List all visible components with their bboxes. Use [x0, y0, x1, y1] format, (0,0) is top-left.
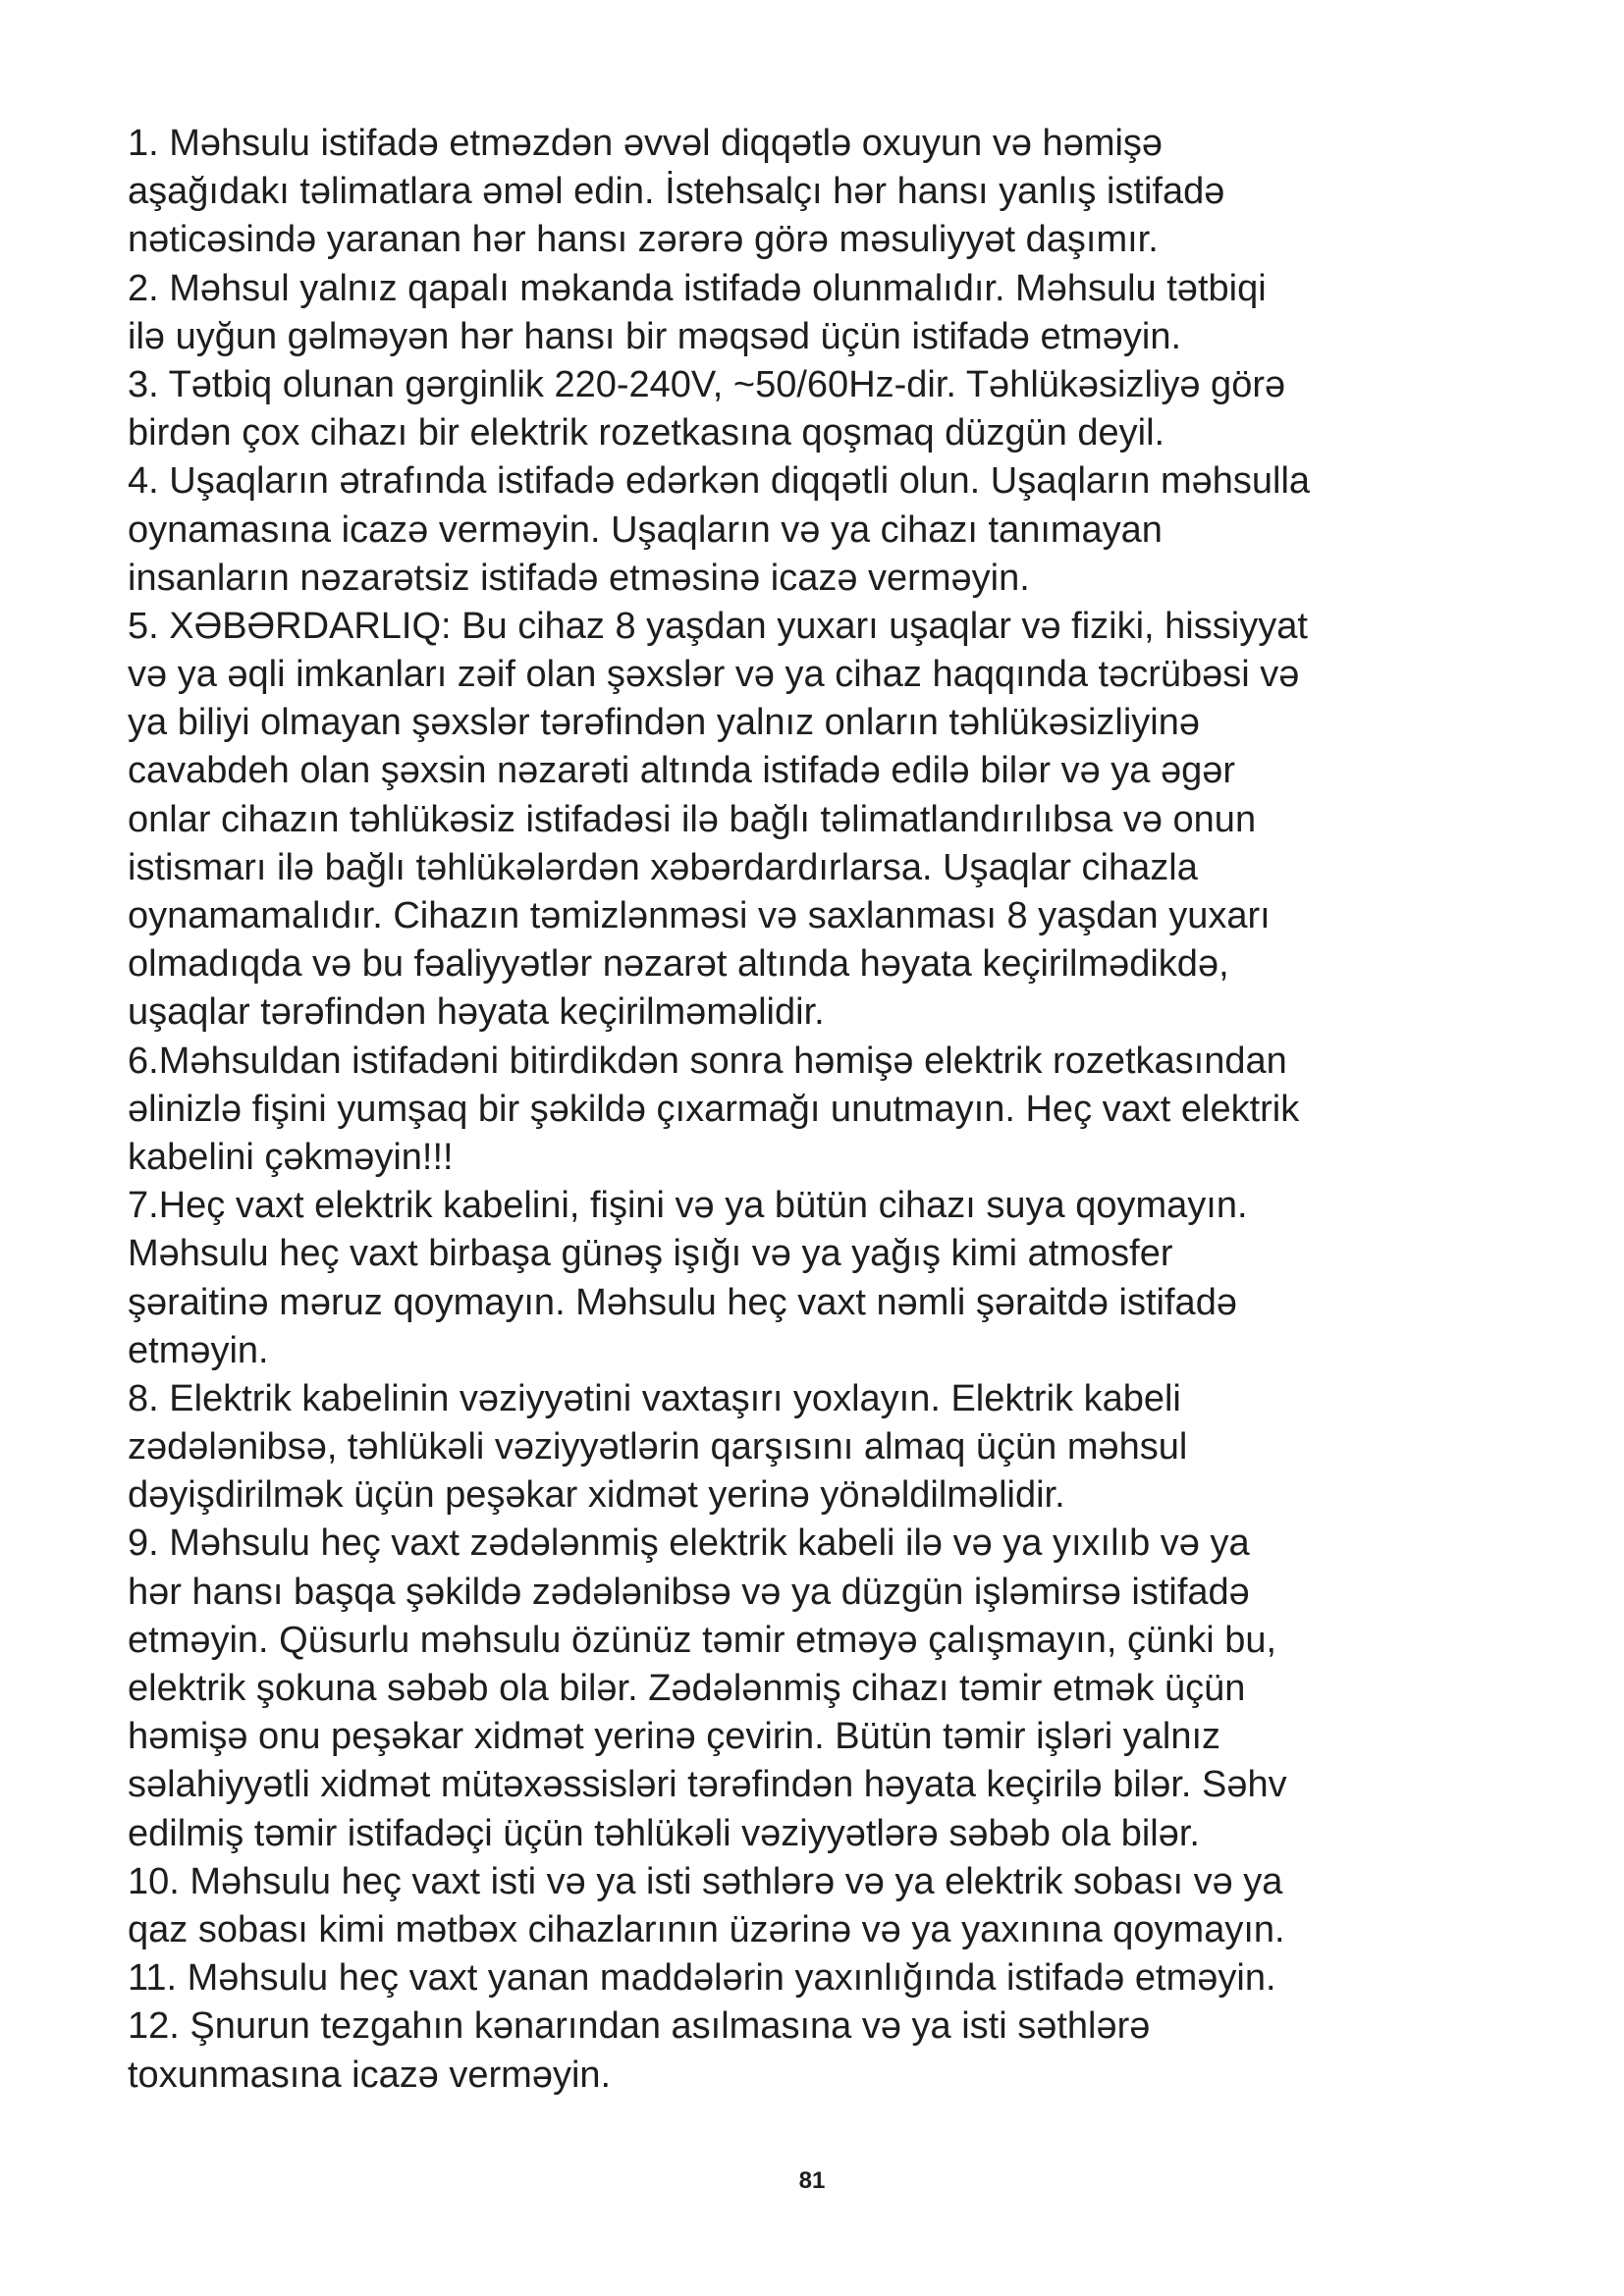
instruction-item-11: [128, 1954, 1522, 2002]
text-line: toxunmasına icazə verməyin.: [128, 2054, 612, 2096]
text-line: etməyin.: [128, 1329, 269, 1371]
text-line: qaz sobası kimi mətbəx cihazlarının üzərinə və ya yaxınına qoymayın.: [128, 1908, 1285, 1950]
instruction-item-2: [128, 265, 1522, 361]
instruction-item-8: [128, 1375, 1522, 1521]
text-line: 7.Heç vaxt elektrik kabelini, fişini və ya bütün cihazı suya qoymayın.: [128, 1185, 1248, 1227]
text-line: 2. Məhsul yalnız qapalı məkanda istifadə olunmalıdır. Məhsulu tətbiqi: [128, 267, 1267, 309]
text-line: hər hansı başqa şəkildə zədələnibsə və ya düzgün işləmirsə istifadə: [128, 1571, 1250, 1613]
text-line: dəyişdirilmək üçün peşəkar xidmət yerinə yönəldilməlidir.: [128, 1474, 1065, 1517]
instruction-item-4: [128, 457, 1522, 603]
text-line: 9. Məhsulu heç vaxt zədələnmiş elektrik kabeli ilə və ya yıxılıb və ya: [128, 1522, 1250, 1565]
text-line: 3. Tətbiq olunan gərginlik 220-240V, ~50/60Hz-dir. Təhlükəsizliyə görə: [128, 363, 1286, 405]
text-line: cavabdeh olan şəxsin nəzarəti altında istifadə edilə bilər və ya əgər: [128, 750, 1236, 792]
instruction-item-3: [128, 361, 1522, 457]
text-line: ya biliyi olmayan şəxslər tərəfindən yalnız onların təhlükəsizliyinə: [128, 702, 1200, 744]
text-line: uşaqlar tərəfindən həyata keçirilməməlidir.: [128, 991, 825, 1034]
text-line: həmişə onu peşəkar xidmət yerinə çevirin. Bütün təmir işləri yalnız: [128, 1716, 1221, 1758]
text-line: 12. Şnurun tezgahın kənarından asılmasına və ya isti səthlərə: [128, 2005, 1151, 2048]
text-line: 8. Elektrik kabelinin vəziyyətini vaxtaşırı yoxlayın. Elektrik kabeli: [128, 1377, 1181, 1419]
instruction-item-10: [128, 1858, 1522, 1954]
text-line: 10. Məhsulu heç vaxt isti və ya isti səthlərə və ya elektrik sobası və ya: [128, 1860, 1283, 1902]
safety-instructions-text: [128, 120, 1522, 2100]
text-line: aşağıdakı təlimatlara əməl edin. İstehsalçı hər hansı yanlış istifadə: [128, 171, 1225, 213]
text-line: şəraitinə məruz qoymayın. Məhsulu heç vaxt nəmli şəraitdə istifadə: [128, 1281, 1237, 1323]
instruction-item-6: [128, 1038, 1522, 1183]
instruction-item-1: [128, 120, 1522, 265]
text-line: insanların nəzarətsiz istifadə etməsinə icazə verməyin.: [128, 557, 1030, 599]
text-line: 4. Uşaqların ətrafında istifadə edərkən diqqətli olun. Uşaqların məhsulla: [128, 460, 1311, 503]
text-line: birdən çox cihazı bir elektrik rozetkasına qoşmaq düzgün deyil.: [128, 412, 1165, 454]
text-line: oynamasına icazə verməyin. Uşaqların və ya cihazı tanımayan: [128, 508, 1163, 551]
instruction-item-7: [128, 1182, 1522, 1375]
text-line: nəticəsində yaranan hər hansı zərərə görə məsuliyyət daşımır.: [128, 219, 1159, 261]
text-line: 5. XƏBƏRDARLIQ: Bu cihaz 8 yaşdan yuxarı uşaqlar və fiziki, hissiyyat: [128, 605, 1308, 647]
text-line: olmadıqda və bu fəaliyyətlər nəzarət altında həyata keçirilmədikdə,: [128, 943, 1229, 986]
instruction-item-9: [128, 1520, 1522, 1857]
text-line: oynamamalıdır. Cihazın təmizlənməsi və saxlanması 8 yaşdan yuxarı: [128, 895, 1271, 936]
text-line: istismarı ilə bağlı təhlükələrdən xəbərdardırlarsa. Uşaqlar cihazla: [128, 846, 1198, 888]
text-line: əlinizlə fişini yumşaq bir şəkildə çıxarmağı unutmayın. Heç vaxt elektrik: [128, 1088, 1300, 1130]
text-line: 6.Məhsuldan istifadəni bitirdikdən sonra həmişə elektrik rozetkasından: [128, 1040, 1287, 1082]
text-line: zədələnibsə, təhlükəli vəziyyətlərin qarşısını almaq üçün məhsul: [128, 1426, 1188, 1468]
text-line: 1. Məhsulu istifadə etməzdən əvvəl diqqətlə oxuyun və həmişə: [128, 123, 1164, 164]
text-line: səlahiyyətli xidmət mütəxəssisləri tərəfindən həyata keçirilə bilər. Səhv: [128, 1764, 1287, 1806]
text-line: kabelini çəkməyin!!!: [128, 1136, 454, 1178]
text-line: və ya əqli imkanları zəif olan şəxslər və ya cihaz haqqında təcrübəsi və: [128, 654, 1300, 696]
instruction-item-12: [128, 2002, 1522, 2099]
text-line: etməyin. Qüsurlu məhsulu özünüz təmir etməyə çalışmayın, çünki bu,: [128, 1619, 1277, 1661]
text-line: edilmiş təmir istifadəçi üçün təhlükəli vəziyyətlərə səbəb ola bilər.: [128, 1812, 1200, 1854]
text-line: 11. Məhsulu heç vaxt yanan maddələrin yaxınlığında istifadə etməyin.: [128, 1957, 1276, 2000]
page-number: 81: [798, 2167, 826, 2194]
instruction-item-5-warning: [128, 603, 1522, 1038]
text-line: Məhsulu heç vaxt birbaşa günəş işığı və ya yağış kimi atmosfer: [128, 1233, 1173, 1275]
text-line: onlar cihazın təhlükəsiz istifadəsi ilə bağlı təlimatlandırılıbsa və onun: [128, 798, 1257, 840]
text-line: ilə uyğun gəlməyən hər hansı bir məqsəd üçün istifadə etməyin.: [128, 315, 1182, 357]
text-line: elektrik şokuna səbəb ola bilər. Zədələnmiş cihazı təmir etmək üçün: [128, 1668, 1246, 1709]
